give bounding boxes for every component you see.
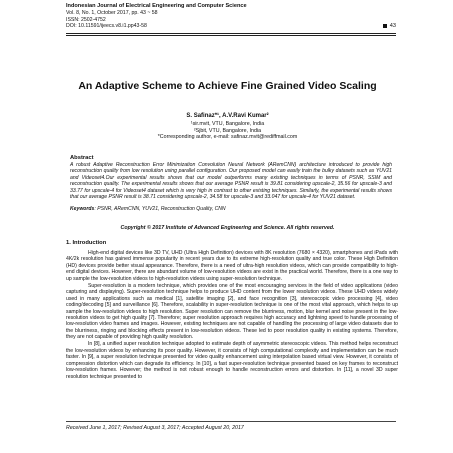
page-marker-icon [383, 24, 387, 28]
header-rule-secondary [66, 35, 396, 36]
intro-paragraph-3: In [8], a unified super resolution technique adopted to estimate depth of asymmetric stereoscopic videos. This method helps reconstruct the low-resolution videos by enhancing its poor quality. However, it consists of high computational complexity and implementation can be much faster. In [9], a super resolution technique presented for video quality enhancement using interpolation based virtual view. However, it consists of compression distortion which can degrade its efficiency. In [10], a fast super-resolution technique presented based on key frames to reconstruct low-resolution frames. However; the method is not robust enough to handle reconstruction errors and distortion. In [11], a novel 3D super resolution technique presented to [66, 341, 398, 380]
footer-rule [66, 421, 396, 422]
volume-line: Vol. 8, No. 1, October 2017, pp. 43 ~ 58 [66, 10, 158, 16]
keywords [70, 206, 392, 212]
header-rule [66, 33, 396, 34]
journal-header [66, 3, 396, 30]
abstract-heading: Abstract [70, 155, 94, 161]
paper-title: An Adaptive Scheme to Achieve Fine Grained Video Scaling [78, 80, 377, 92]
introduction-section [66, 240, 398, 381]
issn-line: ISSN: 2502-4752 [66, 16, 106, 23]
abstract-section [70, 155, 392, 213]
doi-line: DOI: 10.11591/ijeecs.v8.i1.pp43-58 [66, 23, 147, 30]
introduction-heading: 1. Introduction [66, 240, 107, 246]
copyright-notice: Copyright © 2017 Institute of Advanced Engineering and Science. All rights reserved. [120, 225, 335, 231]
page-number-group [383, 23, 396, 30]
affiliation-1: ¹sir.mvit, VTU, Bangalore, India [190, 121, 265, 127]
keywords-list: : PSNR, ARemCNN, YUV21, Reconstruction Quality, CNN [94, 206, 226, 213]
affiliation-2: ²Sjbit, VTU, Bangalore, India [193, 127, 262, 134]
received-dates: Received June 1, 2017; Revised August 3, 2017; Accepted August 20, 2017 [66, 425, 244, 431]
intro-paragraph-1: High-end digital devices like 3D TV, UHD (Ultra High Definition) devices with 8K resolution (7680 × 4320), smartphones and iPads with 4K/2k resolution has gained immense popularity in recent years due to its extreme high-resolution quality and true color. These High Definition (HD) devices provide better visual appearance. Therefore, there is a need of ultra-high resolution videos, which can provide compatibility to high-end digital devices. However, there are abundant volume of low-resolution videos are exist in the practical world. Therefore, there is a one way to up sample the low-resolution videos to high-resolution videos using super-resolution technique. [66, 250, 398, 282]
intro-paragraph-2: Super-resolution is a modern technique, which provides one of the most encouraging services in the field of video applications (video capturing and displaying). Super-resolution technique helps to produce UHD content from the lower resolution videos. These UHD videos widely used in many applications such as medical [1], satellite imaging [2], and face recognition [3], stereoscopic video processing [4], video coding/decoding [5] and surveillance [6]. Therefore, scalability in super-resolution technique is one of the most vital approach, which helps to up sample the low-resolution videos to high resolution. Super resolution can remove the blurriness, motion, blur kernel and noise present in the low-resolution videos to get high quality [7]. Therefore; super resolution approach requires high accuracy and lightning speed to handle processing of low-resolution video frames and images. However, existing techniques are not capable of handling the processing of large video datasets due to the blurriness, ringing and blocking effects present in low-resolution videos. These led to poor resolution quality in existing systems. Therefore, they are not capable of providing high quality resolution. [66, 282, 398, 341]
page-number: 43 [389, 23, 396, 30]
abstract-text: A robust Adaptive Reconstruction Error Minimization Convolution Neural Network (ARemCNN) architecture introduced to provide high reconstruction quality from low resolution using parallel configuration. Our proposed model can easily train the bulky datasets such as YUV21 and Videoset4.Our experimental results shows that our model outperforms many existing techniques in terms of PSNR, SSIM and reconstruction quality. The experimental results shows that our average PSNR result is 39.81 considering upscale-2, 35.56 for upscale-3 and 33.77 for upscale-4 for Videoset4 dataset which is very high in contrast to other existing techniques. Similarly, the experimental results shows that our average PSNR result is 38.71 considering upscale-2, 34.58 for upscale-3 and 33.047 for upscale-4 for YUV21 dataset. [70, 162, 392, 201]
journal-name: Indonesian Journal of Electrical Engineering and Computer Science [66, 3, 247, 9]
paper-authors: S. Safinaz*¹, A.V.Ravi Kumar² [186, 113, 269, 119]
doi-row [66, 23, 396, 30]
keywords-label: Keywords [70, 206, 95, 213]
corresponding-author: *Corresponding author, e-mail: safinaz.mvit@rediffmail.com [157, 134, 298, 140]
